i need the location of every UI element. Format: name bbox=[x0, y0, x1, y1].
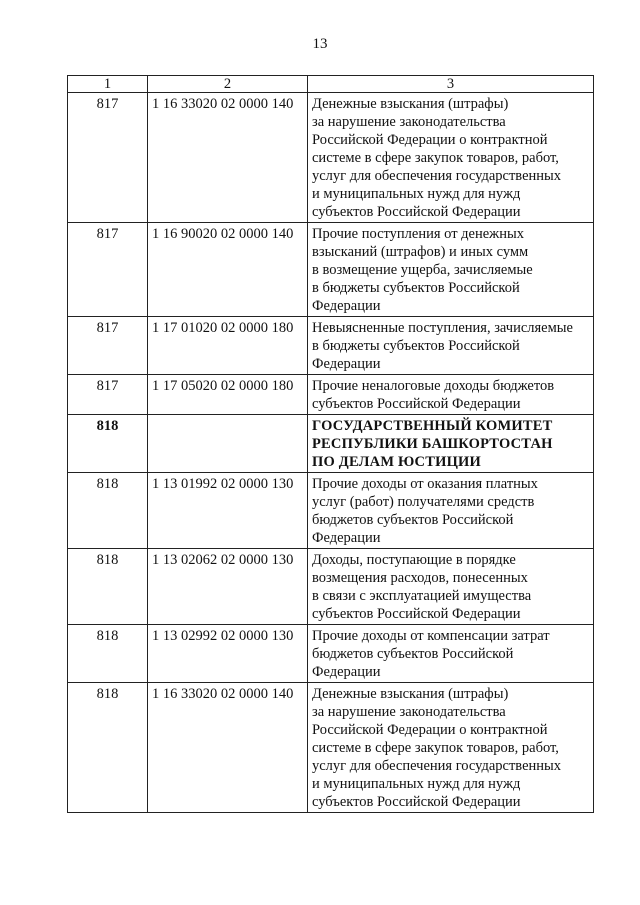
revenue-name-line: системе в сфере закупок товаров, работ, bbox=[312, 150, 559, 166]
revenue-name-line: возмещения расходов, понесенных bbox=[312, 570, 528, 586]
revenue-name-cell bbox=[308, 473, 594, 549]
table-header-row bbox=[68, 76, 594, 93]
revenue-name-line: Федерации bbox=[312, 356, 381, 372]
revenue-name-line: Федерации bbox=[312, 298, 381, 314]
header-col-2: 2 bbox=[148, 76, 308, 93]
header-col-3: 3 bbox=[308, 76, 594, 93]
revenue-name-line: и муниципальных нужд для нужд bbox=[312, 186, 521, 202]
admin-code-cell: 817 bbox=[68, 223, 148, 317]
revenue-name-line: взысканий (штрафов) и иных сумм bbox=[312, 244, 529, 260]
revenue-name-line: в бюджеты субъектов Российской bbox=[312, 280, 520, 296]
revenue-name-line: Прочие доходы от компенсации затрат bbox=[312, 628, 550, 644]
revenue-code-cell: 1 13 01992 02 0000 130 bbox=[148, 473, 308, 549]
revenue-name-line: бюджетов субъектов Российской bbox=[312, 512, 514, 528]
revenue-name-cell bbox=[308, 549, 594, 625]
header-col-1: 1 bbox=[68, 76, 148, 93]
revenue-name-cell bbox=[308, 375, 594, 415]
revenue-name-line: в бюджеты субъектов Российской bbox=[312, 338, 520, 354]
revenue-name-cell bbox=[308, 415, 594, 473]
revenue-name-line: услуг для обеспечения государственных bbox=[312, 758, 562, 774]
revenue-name-cell bbox=[308, 317, 594, 375]
page-number: 13 bbox=[312, 36, 328, 52]
revenue-name-line: РЕСПУБЛИКИ БАШКОРТОСТАН bbox=[312, 436, 553, 452]
revenue-code-cell: 1 16 90020 02 0000 140 bbox=[148, 223, 308, 317]
table-row bbox=[68, 415, 594, 473]
admin-code-cell: 818 bbox=[68, 415, 148, 473]
table-row bbox=[68, 317, 594, 375]
revenue-name-line: Федерации bbox=[312, 664, 381, 680]
revenue-name-line: бюджетов субъектов Российской bbox=[312, 646, 514, 662]
admin-code-cell: 817 bbox=[68, 375, 148, 415]
revenue-name-line: субъектов Российской Федерации bbox=[312, 396, 521, 412]
revenue-code-cell: 1 16 33020 02 0000 140 bbox=[148, 683, 308, 813]
revenue-name-cell bbox=[308, 625, 594, 683]
revenue-name-line: ПО ДЕЛАМ ЮСТИЦИИ bbox=[312, 454, 482, 470]
table-row bbox=[68, 375, 594, 415]
admin-code-cell: 818 bbox=[68, 683, 148, 813]
admin-code-cell: 818 bbox=[68, 473, 148, 549]
revenue-name-line: Денежные взыскания (штрафы) bbox=[312, 96, 509, 112]
revenue-name-line: Денежные взыскания (штрафы) bbox=[312, 686, 509, 702]
admin-code-cell: 817 bbox=[68, 93, 148, 223]
revenue-name-line: Российской Федерации о контрактной bbox=[312, 722, 548, 738]
revenue-name-line: Прочие поступления от денежных bbox=[312, 226, 524, 242]
revenue-code-cell: 1 17 05020 02 0000 180 bbox=[148, 375, 308, 415]
table-body bbox=[68, 93, 594, 813]
revenue-name-line: субъектов Российской Федерации bbox=[312, 204, 521, 220]
revenue-code-cell bbox=[148, 415, 308, 473]
revenue-name-line: Федерации bbox=[312, 530, 381, 546]
table-row bbox=[68, 549, 594, 625]
revenue-name-line: услуг для обеспечения государственных bbox=[312, 168, 562, 184]
revenue-code-cell: 1 17 01020 02 0000 180 bbox=[148, 317, 308, 375]
admin-code-cell: 818 bbox=[68, 549, 148, 625]
revenue-name-line: системе в сфере закупок товаров, работ, bbox=[312, 740, 559, 756]
table-row bbox=[68, 473, 594, 549]
revenue-code-cell: 1 13 02062 02 0000 130 bbox=[148, 549, 308, 625]
admin-code-cell: 817 bbox=[68, 317, 148, 375]
table-row bbox=[68, 223, 594, 317]
revenue-name-line: Прочие неналоговые доходы бюджетов bbox=[312, 378, 555, 394]
revenue-name-line: и муниципальных нужд для нужд bbox=[312, 776, 521, 792]
revenue-name-line: субъектов Российской Федерации bbox=[312, 606, 521, 622]
revenue-name-cell bbox=[308, 683, 594, 813]
revenue-codes-table bbox=[67, 75, 594, 813]
revenue-name-line: за нарушение законодательства bbox=[312, 704, 506, 720]
revenue-name-cell bbox=[308, 93, 594, 223]
table-row bbox=[68, 93, 594, 223]
revenue-name-line: Прочие доходы от оказания платных bbox=[312, 476, 538, 492]
table-row bbox=[68, 683, 594, 813]
revenue-name-line: в возмещение ущерба, зачисляемые bbox=[312, 262, 533, 278]
revenue-code-cell: 1 16 33020 02 0000 140 bbox=[148, 93, 308, 223]
revenue-name-line: Доходы, поступающие в порядке bbox=[312, 552, 516, 568]
revenue-name-line: Российской Федерации о контрактной bbox=[312, 132, 548, 148]
revenue-name-cell bbox=[308, 223, 594, 317]
revenue-name-line: Невыясненные поступления, зачисляемые bbox=[312, 320, 573, 336]
revenue-name-line: услуг (работ) получателями средств bbox=[312, 494, 535, 510]
table-row bbox=[68, 625, 594, 683]
revenue-name-line: субъектов Российской Федерации bbox=[312, 794, 521, 810]
revenue-name-line: в связи с эксплуатацией имущества bbox=[312, 588, 532, 604]
admin-code-cell: 818 bbox=[68, 625, 148, 683]
revenue-name-line: ГОСУДАРСТВЕННЫЙ КОМИТЕТ bbox=[312, 418, 553, 434]
revenue-code-cell: 1 13 02992 02 0000 130 bbox=[148, 625, 308, 683]
revenue-name-line: за нарушение законодательства bbox=[312, 114, 506, 130]
